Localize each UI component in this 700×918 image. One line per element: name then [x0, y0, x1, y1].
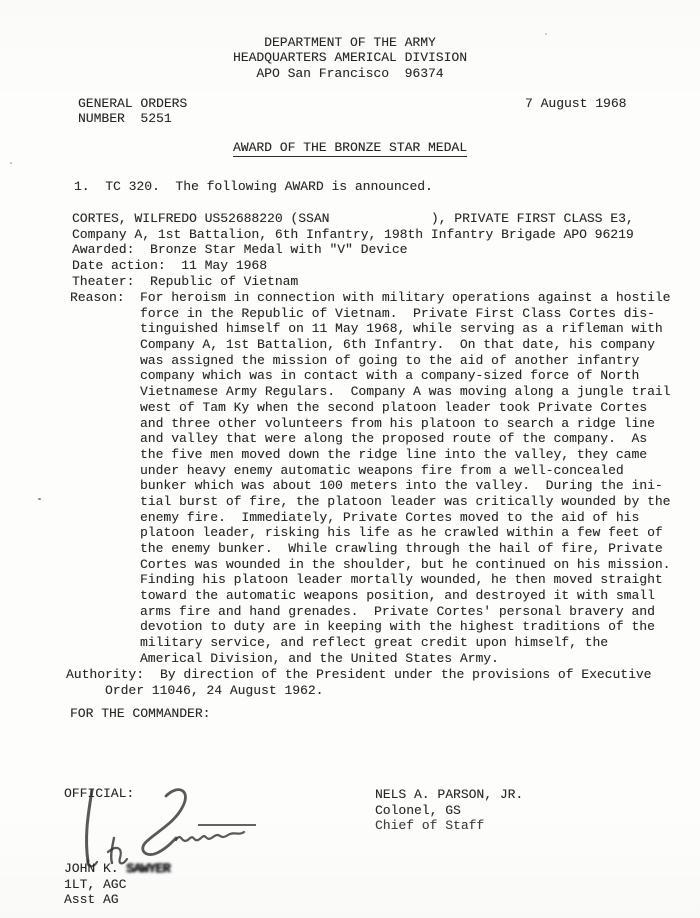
- authority-text-continued: Order 11046, 24 August 1962.: [105, 683, 324, 698]
- order-date: 7 August 1968: [525, 96, 627, 111]
- letterhead: [0, 35, 700, 81]
- text-line: For heroism in connection with military operations against a hostile: [140, 290, 671, 305]
- text-line: military service, and reflect great credit upon himself, the: [140, 635, 609, 651]
- official-label: OFFICIAL:: [64, 786, 135, 801]
- text-line: the five men moved down the ridge line into the valley, they came: [140, 446, 648, 462]
- signer-rank: 1LT, AGC: [64, 876, 127, 892]
- text-line: enemy fire. Immediately, Private Cortes moved to the aid of his: [140, 509, 640, 525]
- text-line: and valley that were along the proposed route of the company. As: [140, 431, 648, 447]
- scan-speck: [10, 162, 12, 164]
- signer-name: [64, 861, 170, 877]
- signer-first-name: JOHN K.: [64, 861, 119, 876]
- text-line: platoon leader, risking his life as he crawled within a few feet of: [140, 525, 663, 541]
- text-line: and three other volunteers from his platoon to search a ridge line: [140, 415, 655, 431]
- signer-last-name: SAWYER: [126, 861, 171, 876]
- text-line: devotion to duty are in keeping with the highest traditions of the: [140, 619, 655, 635]
- general-orders-label: GENERAL ORDERS: [78, 96, 188, 111]
- commander-name: NELS A. PARSON, JR.: [375, 787, 524, 802]
- reason-label: Reason:: [70, 290, 125, 305]
- agency-name: DEPARTMENT OF THE ARMY: [264, 35, 436, 50]
- announcement-paragraph: 1. TC 320. The following AWARD is announced.: [74, 179, 433, 194]
- recipient-block: [72, 211, 634, 289]
- commander-block: [375, 787, 523, 834]
- commander-rank: Colonel, GS: [375, 802, 461, 818]
- commander-title: Chief of Staff: [375, 818, 485, 834]
- authority-text: By direction of the President under the provisions of Executive: [160, 667, 652, 682]
- text-line: under heavy enemy automatic weapons fire from a well-concealed: [140, 462, 624, 478]
- text-line: Company A, 1st Battalion, 6th Infantry. On that date, his company: [140, 337, 655, 353]
- text-line: Company A, 1st Battalion, 6th Infantry, 198th Infantry Brigade APO 96219: [72, 226, 634, 242]
- text-line: the enemy bunker. While crawling through the hail of fire, Private: [140, 541, 663, 556]
- title-row: [0, 140, 700, 157]
- scan-speck: [38, 498, 41, 500]
- text-line: Date action: 11 May 1968: [72, 258, 268, 274]
- signature-dash-line: [198, 824, 256, 826]
- text-line: Awarded: Bronze Star Medal with "V" Device: [72, 242, 408, 258]
- text-line: Americal Division, and the United States Army.: [140, 650, 499, 666]
- signer-block: [64, 861, 170, 908]
- text-line: arms fire and hand grenades. Private Cortes' personal bravery and: [140, 603, 655, 619]
- scan-speck: [545, 33, 547, 35]
- authority-label: Authority:: [66, 667, 145, 682]
- text-line: bunker which was about 100 meters into the valley. During the ini-: [140, 478, 663, 494]
- text-line: company which was in contact with a company-sized force of North: [140, 368, 640, 384]
- text-line: tial burst of fire, the platoon leader was critically wounded by the: [140, 493, 671, 509]
- headquarters-name: HEADQUARTERS AMERICAL DIVISION: [232, 50, 468, 66]
- text-line: toward the automatic weapons position, and destroyed it with small: [140, 588, 655, 604]
- general-orders-number: NUMBER 5251: [78, 111, 172, 126]
- text-line: force in the Republic of Vietnam. Private First Class Cortes dis-: [140, 305, 655, 321]
- text-line: Theater: Republic of Vietnam: [72, 273, 299, 289]
- document-title: AWARD OF THE BRONZE STAR MEDAL: [232, 140, 468, 155]
- text-line: Vietnamese Army Regulars. Company A was moving along a jungle trail: [140, 384, 671, 400]
- signer-title: Asst AG: [64, 892, 119, 908]
- text-line: CORTES, WILFREDO US52688220 (SSAN ), PRIVATE FIRST CLASS E3,: [72, 211, 634, 226]
- text-line: Finding his platoon leader mortally wounded, he then moved straight: [140, 572, 663, 588]
- reason-block: [140, 290, 671, 667]
- for-the-commander-line: FOR THE COMMANDER:: [70, 706, 211, 721]
- text-line: Cortes was wounded in the shoulder, but he continued on his mission.: [140, 556, 671, 572]
- text-line: was assigned the mission of going to the aid of another infantry: [140, 352, 640, 368]
- text-line: west of Tam Ky when the second platoon leader took Private Cortes: [140, 399, 648, 415]
- apo-address: APO San Francisco 96374: [256, 65, 444, 81]
- text-line: tinguished himself on 11 May 1968, while serving as a rifleman with: [140, 321, 663, 337]
